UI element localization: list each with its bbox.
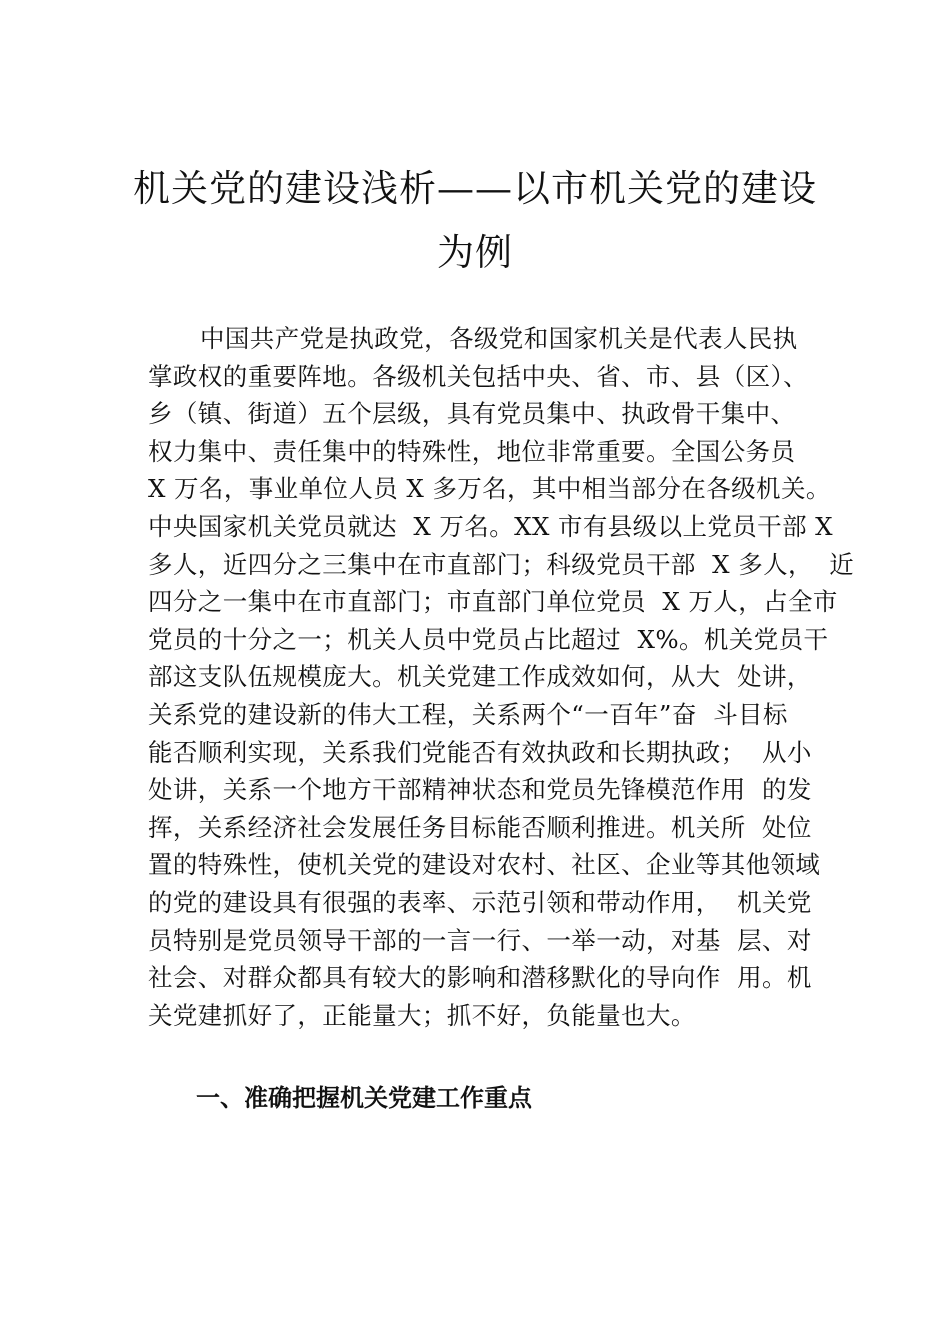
paragraph-line: 挥，关系经济社会发展任务目标能否顺利推进。机关所 处位 — [148, 812, 812, 842]
paragraph-line: 的党的建设具有很强的表率、示范引领和带动作用， 机关党 — [148, 887, 812, 917]
paragraph-line: 员特别是党员领导干部的一言一行、一举一动，对基 层、对 — [148, 925, 812, 955]
paragraph-line: 能否顺利实现，关系我们党能否有效执政和长期执政； 从小 — [148, 737, 812, 767]
document-title-line-2: 为例 — [437, 231, 513, 274]
paragraph-line: 乡（镇、街道）五个层级，具有党员集中、执政骨干集中、 — [148, 399, 796, 429]
paragraph-line: 处讲，关系一个地方干部精神状态和党员先锋模范作用 的发 — [148, 775, 812, 805]
paragraph-line: 关系党的建设新的伟大工程，关系两个“一百年”奋 斗目标 — [148, 699, 788, 729]
paragraph-line: 多人，近四分之三集中在市直部门；科级党员干部 X 多人， 近 — [148, 549, 855, 579]
paragraph-line: 四分之一集中在市直部门；市直部门单位党员 X 万人，占全市 — [148, 587, 838, 617]
paragraph-line: 中国共产党是执政党，各级党和国家机关是代表人民执 — [200, 324, 798, 353]
paragraph-line: 掌政权的重要阵地。各级机关包括中央、省、市、县（区）、 — [148, 361, 809, 391]
paragraph-line: 党员的十分之一；机关人员中党员占比超过 X%。机关党员干 — [148, 624, 829, 654]
document-title-line-1: 机关党的建设浅析——以市机关党的建设 — [133, 167, 817, 210]
paragraph-line: 权力集中、责任集中的特殊性，地位非常重要。全国公务员 — [148, 436, 796, 466]
paragraph-line: X 万名，事业单位人员 X 多万名，其中相当部分在各级机关。 — [148, 474, 831, 504]
paragraph-line: 社会、对群众都具有较大的影响和潜移默化的导向作 用。机 — [148, 963, 812, 993]
paragraph-line: 关党建抓好了，正能量大；抓不好，负能量也大。 — [148, 1000, 696, 1030]
paragraph-line: 置的特殊性，使机关党的建设对农村、社区、企业等其他领域 — [148, 850, 821, 880]
paragraph-line: 部这支队伍规模庞大。机关党建工作成效如何，从大 处讲， — [148, 662, 812, 692]
paragraph-line: 中央国家机关党员就达 X 万名。XX 市有县级以上党员干部 X — [148, 511, 834, 541]
section-heading: 一、准确把握机关党建工作重点 — [196, 1084, 532, 1112]
body-paragraph — [148, 320, 855, 1034]
